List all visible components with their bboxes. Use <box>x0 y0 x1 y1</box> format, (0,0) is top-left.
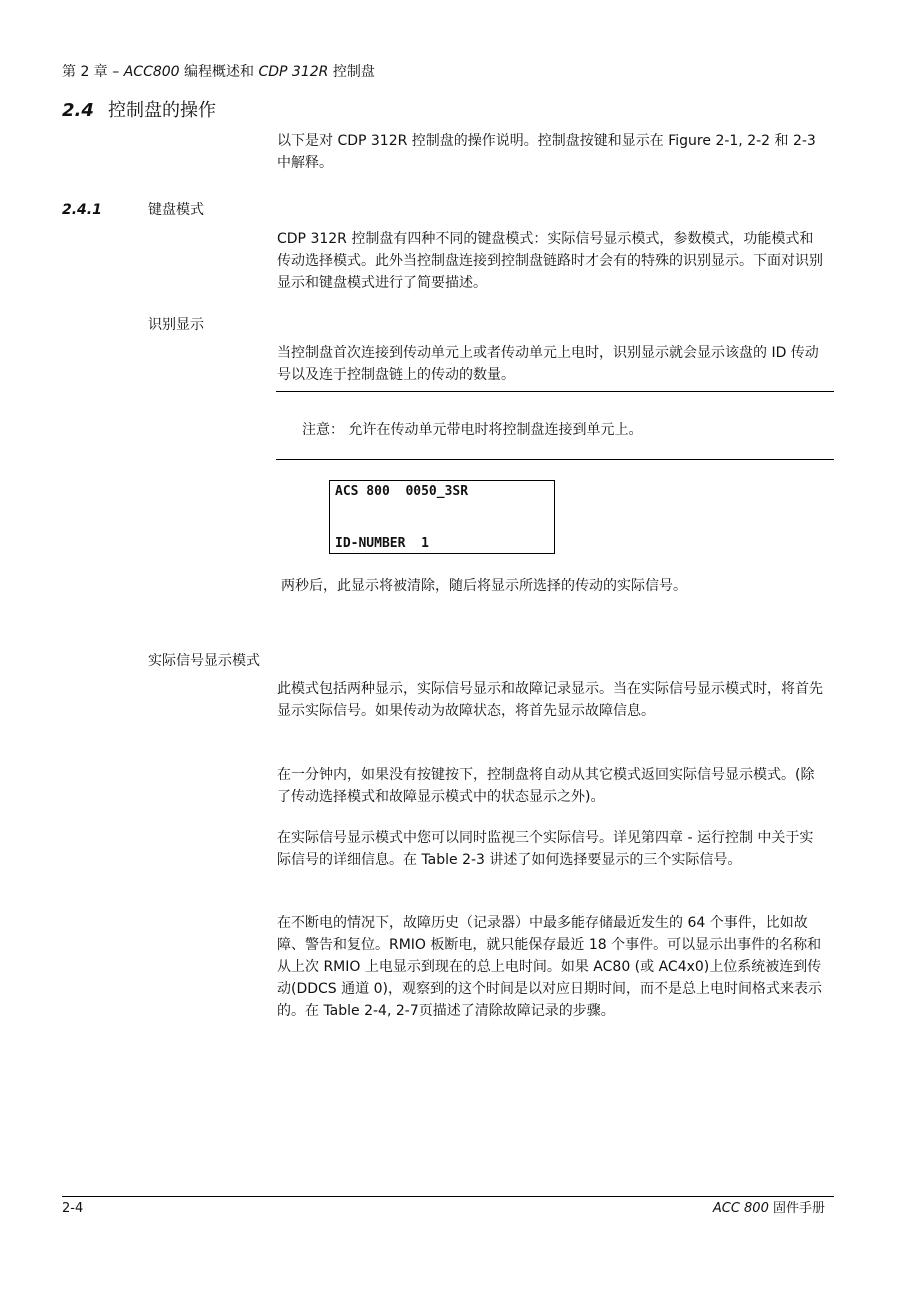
running-header <box>62 62 375 82</box>
id-display-body: 当控制盘首次连接到传动单元上或者传动单元上电时，识别显示就会显示该盘的 ID 传动号以及连于控制盘链上的传动的数量。 <box>277 345 819 383</box>
section-heading <box>62 99 216 123</box>
header-end: 控制盘 <box>332 64 375 80</box>
subsection-title: 键盘模式 <box>148 202 204 218</box>
subsection-number: 2.4.1 <box>62 202 102 218</box>
actual-mode-paragraph-2: 在一分钟内，如果没有按键按下，控制盘将自动从其它模式返回实际信号显示模式。(除了传动选择模式和故障显示模式中的状态显示之外)。 <box>277 767 815 805</box>
lcd-line-1: ACS 800 0050_3SR <box>335 484 469 499</box>
footer-product: ACC 800 <box>712 1201 769 1216</box>
section-intro: 以下是对 CDP 312R 控制盘的操作说明。控制盘按键和显示在 Figure 2-1, 2-2 和 2-3 中解释。 <box>277 133 816 171</box>
header-panel: CDP 312R <box>258 64 329 80</box>
section-number: 2.4 <box>62 100 94 121</box>
lcd-display <box>329 480 555 554</box>
header-chapter: 第 2 章 – <box>62 64 120 80</box>
note-top-rule <box>276 391 834 392</box>
id-display-heading: 识别显示 <box>148 317 204 333</box>
actual-mode-paragraph-1: 此模式包括两种显示，实际信号显示和故障记录显示。当在实际信号显示模式时，将首先显示实际信号。如果传动为故障状态，将首先显示故障信息。 <box>277 681 823 719</box>
actual-mode-heading: 实际信号显示模式 <box>148 653 260 669</box>
subsection-body: CDP 312R 控制盘有四种不同的键盘模式：实际信号显示模式，参数模式，功能模式和传动选择模式。此外当控制盘连接到控制盘链路时才会有的特殊的识别显示。下面对识别显示和键盘模式进行了简要描述。 <box>277 231 823 291</box>
note-bottom-rule <box>276 459 834 460</box>
note-text: 注意： 允许在传动单元带电时将控制盘连接到单元上。 <box>302 422 643 438</box>
footer-manual: 固件手册 <box>772 1201 825 1216</box>
section-title: 控制盘的操作 <box>108 100 216 121</box>
footer-rule <box>62 1196 834 1197</box>
actual-mode-paragraph-4: 在不断电的情况下，故障历史（记录器）中最多能存储最近发生的 64 个事件，比如故障、警告和复位。RMIO 板断电，就只能保存最近 18 个事件。可以显示出事件的名称和从上次 RMIO 上电显示到现在的总上电时间。如果 AC80 (或 AC4x0)上位系统被连到传动(DDCS 通道 0)，观察到的这个时间是以对应日期时间，而不是总上电时间格式来表示的。在 Table 2-4, 2-7页描述了清除故障记录的步骤。 <box>277 915 822 1019</box>
header-mid: 编程概述和 <box>184 64 255 80</box>
header-product: ACC800 <box>123 64 180 80</box>
page-number: 2-4 <box>62 1201 84 1216</box>
subsection-heading <box>62 200 204 220</box>
footer-doc-title <box>713 1200 825 1218</box>
lcd-line-2: ID-NUMBER 1 <box>335 536 429 551</box>
actual-mode-paragraph-3: 在实际信号显示模式中您可以同时监视三个实际信号。详见第四章 - 运行控制 中关于实际信号的详细信息。在 Table 2-3 讲述了如何选择要显示的三个实际信号。 <box>277 830 814 868</box>
lcd-caption: 两秒后，此显示将被清除，随后将显示所选择的传动的实际信号。 <box>281 578 687 594</box>
